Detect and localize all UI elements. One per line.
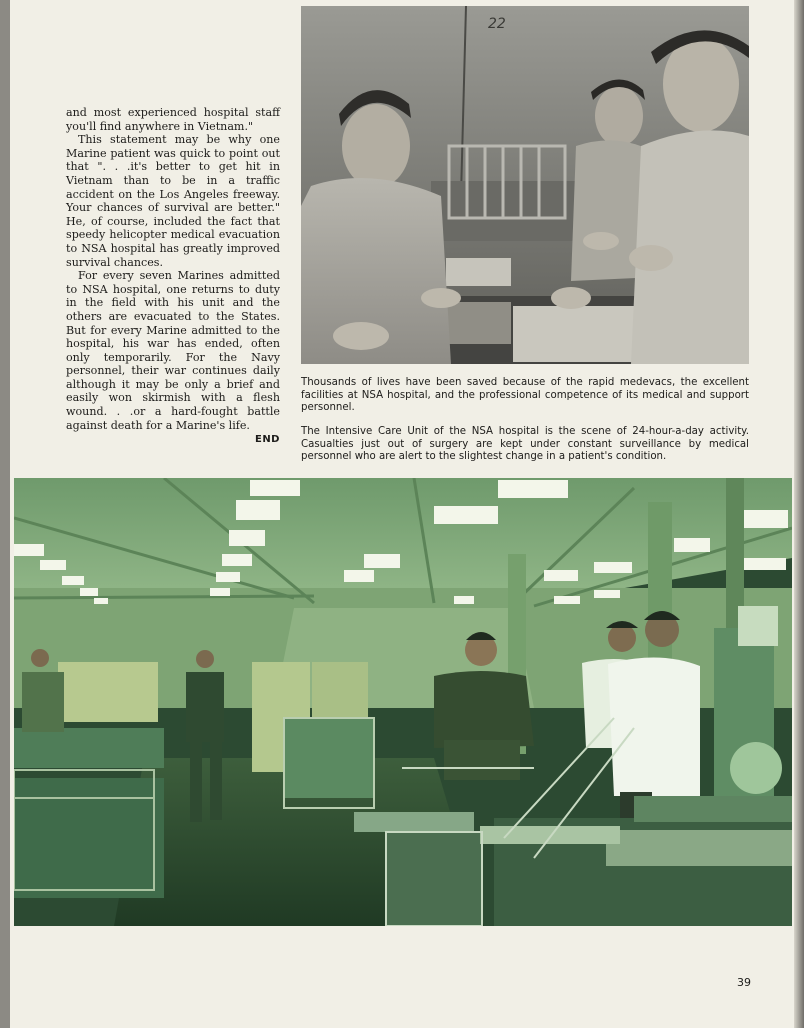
photo-caption: Thousands of lives have been saved because of the rapid medevacs, the excellent facilities at NSA hospital, and the professional competence of its medical and support personnel. xyxy=(301,377,749,414)
top-photo-illustration xyxy=(301,6,749,364)
article-paragraph: This statement may be why one Marine patient was quick to point out that ". . .it's better to get hit in Vietnam than to be in a traffic accident on the Los Angeles freeway. Your chances of survival are better." He, of course, included the fact that speedy helicopter medical evacuation to NSA hospital has greatly improved survival chances. xyxy=(66,133,280,269)
photo-frame-number: 22 xyxy=(488,16,506,32)
page-number: 39 xyxy=(737,976,751,989)
top-photo-corpsmen xyxy=(301,6,749,364)
article-paragraph: and most experienced hospital staff you'll find anywhere in Vietnam." xyxy=(66,106,280,133)
bottom-photo-icu-ward xyxy=(14,478,792,926)
bottom-photo-illustration xyxy=(14,478,792,926)
end-mark: END xyxy=(254,434,280,446)
article-text-column xyxy=(66,106,280,447)
photo-caption: The Intensive Care Unit of the NSA hospital is the scene of 24-hour-a-day activity. Casualties just out of surgery are kept under constant surveillance by medical personnel who are alert to the slightest change in a patient's condition. xyxy=(301,426,749,463)
article-paragraph: For every seven Marines admitted to NSA hospital, one returns to duty in the field with his unit and the others are evacuated to the States. But for every Marine admitted to the hospital, his war has ended, often only temporarily. For the Navy personnel, their war continues daily although it may be only a brief and easily won skirmish with a flesh wound. . .or a hard-fought battle against death for a Marine's life. xyxy=(66,269,280,432)
page-edge-shadow xyxy=(794,0,804,1028)
